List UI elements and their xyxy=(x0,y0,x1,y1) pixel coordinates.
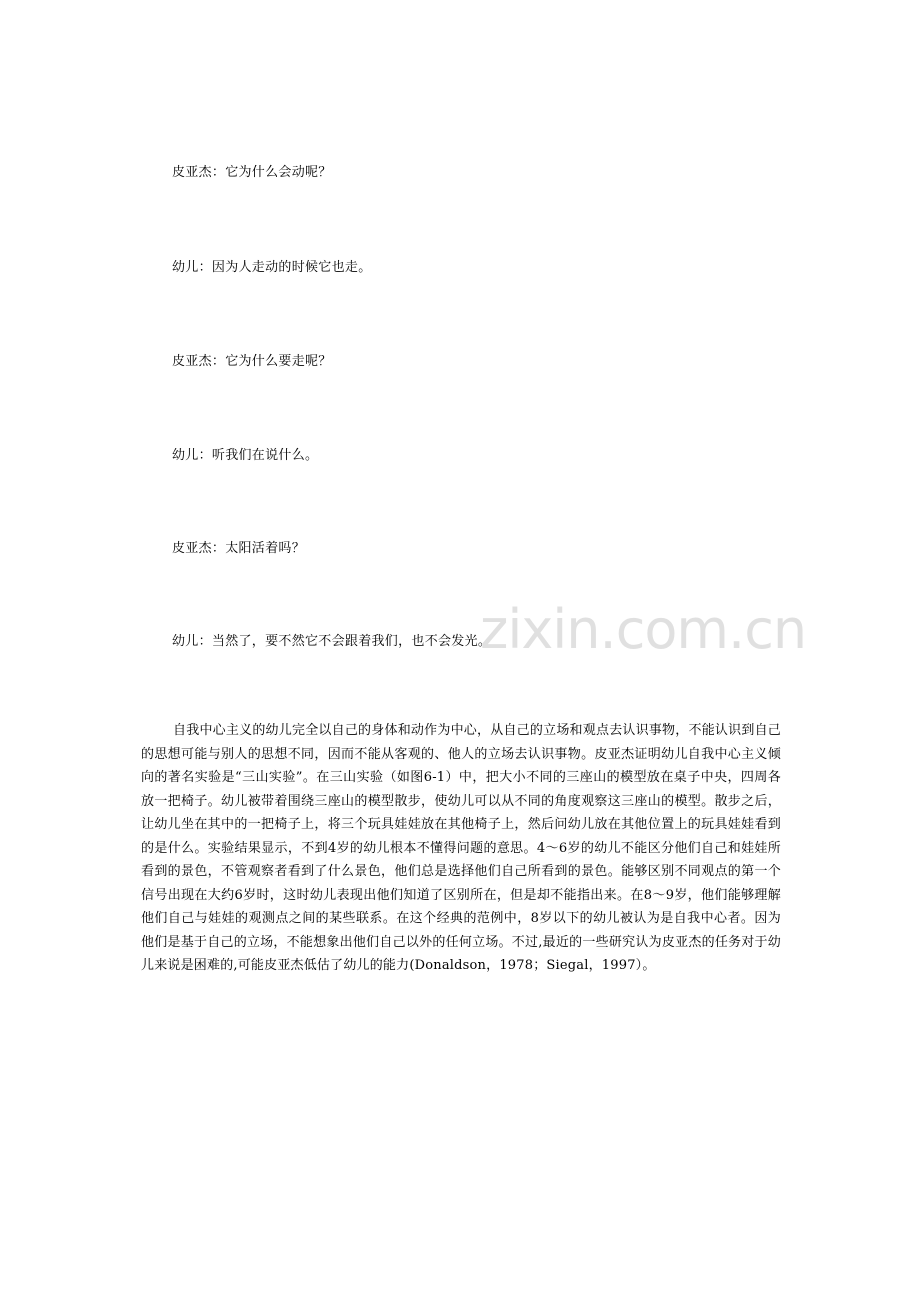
dialogue-line-piaget-3: 皮亚杰：太阳活着吗？ xyxy=(172,541,306,556)
body-paragraph xyxy=(141,719,781,978)
dialogue-line-child-1: 幼儿：因为人走动的时候它也走。 xyxy=(172,260,372,275)
dialogue-line-child-2: 幼儿：听我们在说什么。 xyxy=(172,448,319,463)
dialogue-line-piaget-1: 皮亚杰：它为什么会动呢？ xyxy=(172,165,332,180)
dialogue-line-child-3: 幼儿：当然了，要不然它不会跟着我们，也不会发光。 xyxy=(172,634,492,649)
dialogue-line-piaget-2: 皮亚杰：它为什么要走呢？ xyxy=(172,354,332,369)
body-paragraph-text: 自我中心主义的幼儿完全以自己的身体和动作为中心，从自己的立场和观点去认识事物，不能认识到自己的思想可能与别人的思想不同，因而不能从客观的、他人的立场去认识事物。皮亚杰证明幼儿自我中心主义倾向的著名实验是“三山实验”。在三山实验（如图6-1）中，把大小不同的三座山的模型放在桌子中央，四周各放一把椅子。幼儿被带着围绕三座山的模型散步，使幼儿可以从不同的角度观察这三座山的模型。散步之后，让幼儿坐在其中的一把椅子上，将三个玩具娃娃放在其他椅子上，然后问幼儿放在其他位置上的玩具娃娃看到的是什么。实验结果显示，不到4岁的幼儿根本不懂得问题的意思。4～6岁的幼儿不能区分他们自己和娃娃所看到的景色，不管观察者看到了什么景色，他们总是选择他们自己所看到的景色。能够区别不同观点的第一个信号出现在大约6岁时，这时幼儿表现出他们知道了区别所在，但是却不能指出来。在8～9岁，他们能够理解他们自己与娃娃的观测点之间的某些联系。在这个经典的范例中，8岁以下的幼儿被认为是自我中心者。因为他们是基于自己的立场，不能想象出他们自己以外的任何立场。不过,最近的一些研究认为皮亚杰的任务对于幼儿来说是困难的,可能皮亚杰低估了幼儿的能力(Donaldson，1978；Siegal，1997）。 xyxy=(141,723,781,973)
watermark: zixin.com.cn xyxy=(480,598,807,661)
